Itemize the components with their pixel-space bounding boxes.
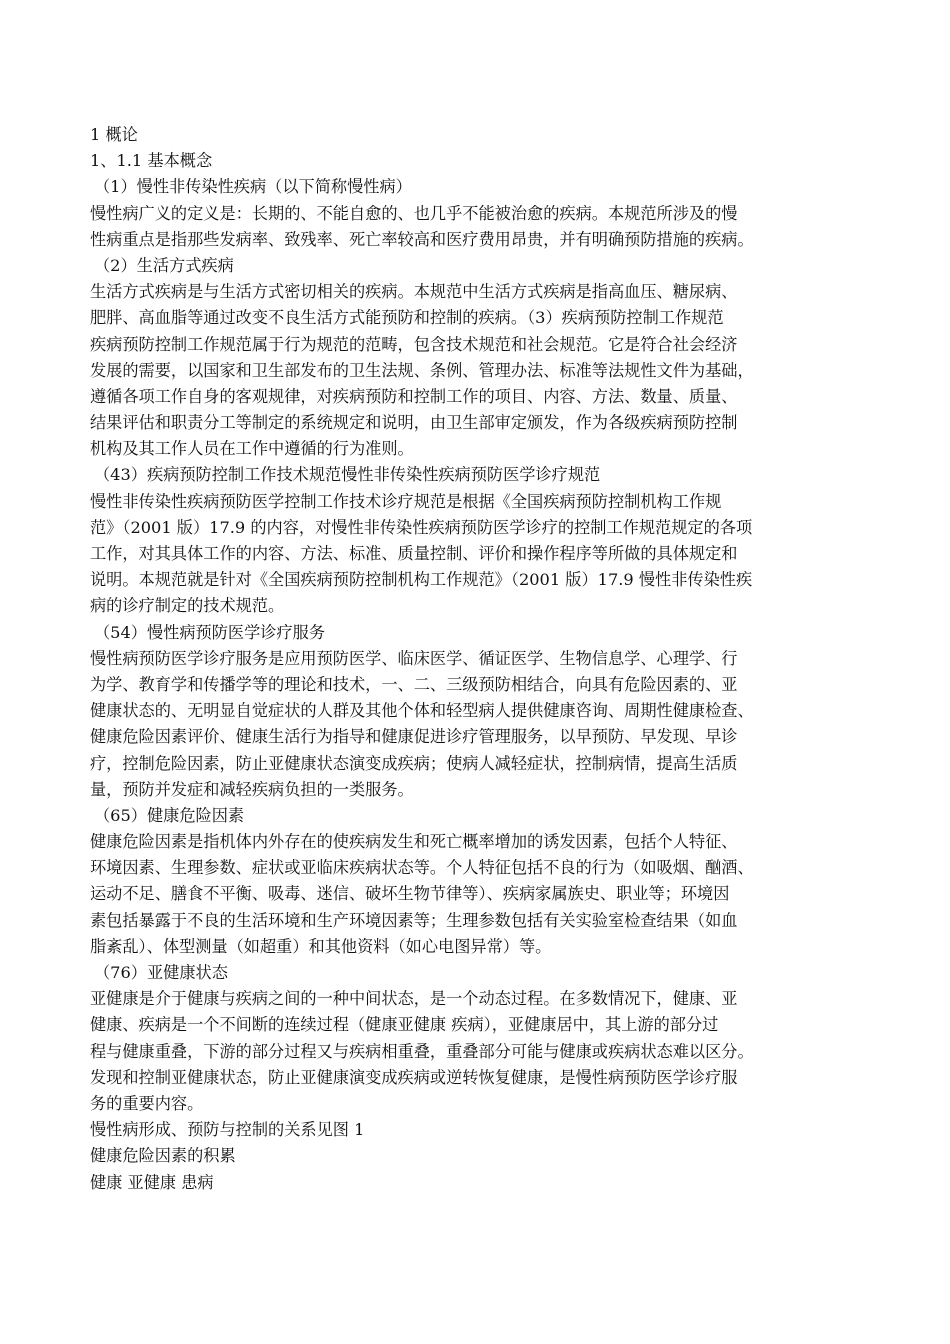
text-line: 工作，对其具体工作的内容、方法、标准、质量控制、评价和操作程序等所做的具体规定和 <box>90 544 738 563</box>
text-line: 疾病预防控制工作规范属于行为规范的范畴，包含技术规范和社会规范。它是符合社会经济 <box>90 334 738 354</box>
text-line: 慢性病广义的定义是：长期的、不能自愈的、也几乎不能被治愈的疾病。本规范所涉及的慢 <box>90 203 738 223</box>
text-line: 健康危险因素评价、健康生活行为指导和健康促进诊疗管理服务，以早预防、早发现、早诊 <box>90 727 738 747</box>
text-line: 程与健康重叠，下游的部分过程又与疾病相重叠，重叠部分可能与健康或疾病状态难以区分。 <box>90 1041 754 1061</box>
subsection-heading: 1、1.1 基本概念 <box>90 151 213 171</box>
text-line: 脂紊乱）、体型测量（如超重）和其他资料（如心电图异常）等。 <box>90 936 552 956</box>
text-line: 健康状态的、无明显自觉症状的人群及其他个体和轻型病人提供健康咨询、周期性健康检查、 <box>90 701 754 721</box>
text-line: 疗，控制危险因素，防止亚健康状态演变成疾病；使病人减轻症状，控制病情，提高生活质 <box>90 753 738 773</box>
figure-label-risk-accumulation: 健康危险因素的积累 <box>90 1146 236 1166</box>
text-line: 健康危险因素是指机体内外存在的使疾病发生和死亡概率增加的诱发因素，包括个人特征、 <box>90 832 738 852</box>
document-page <box>90 122 870 1196</box>
text-line: 慢性病预防医学诊疗服务是应用预防医学、临床医学、循证医学、生物信息学、心理学、行 <box>90 648 738 668</box>
section-heading: 1 概论 <box>90 125 138 144</box>
text-line: 发现和控制亚健康状态，防止亚健康演变成疾病或逆转恢复健康，是慢性病预防医学诊疗服 <box>90 1067 738 1087</box>
item-heading-chronic-disease: （1）慢性非传染性疾病（以下简称慢性病） <box>94 177 412 197</box>
item-heading-risk-factors: （65）健康危险因素 <box>94 805 245 825</box>
text-line: 说明。本规范就是针对《全国疾病预防控制机构工作规范》（2001 版）17.9 慢性非传染性疾 <box>90 570 753 590</box>
text-line: 范》（2001 版）17.9 的内容，对慢性非传染性疾病预防医学诊疗的控制工作规范规定的各项 <box>90 517 753 537</box>
text-line: 肥胖、高血脂等通过改变不良生活方式能预防和控制的疾病。（3）疾病预防控制工作规范 <box>90 308 724 328</box>
text-line: 生活方式疾病是与生活方式密切相关的疾病。本规范中生活方式疾病是指高血压、糖尿病、 <box>90 282 738 302</box>
text-line: 素包括暴露于不良的生活环境和生产环境因素等；生理参数包括有关实验室检查结果（如血 <box>90 910 738 930</box>
text-line: 遵循各项工作自身的客观规律，对疾病预防和控制工作的项目、内容、方法、数量、质量、 <box>90 386 738 406</box>
figure-reference: 慢性病形成、预防与控制的关系见图 1 <box>90 1120 365 1140</box>
text-line: 环境因素、生理参数、症状或亚临床疾病状态等。个人特征包括不良的行为（如吸烟、酗酒、 <box>90 858 754 878</box>
text-line: 慢性非传染性疾病预防医学控制工作技术诊疗规范是根据《全国疾病预防控制机构工作规 <box>90 491 722 511</box>
text-line: 运动不足、膳食不平衡、吸毒、迷信、破坏生物节律等）、疾病家属族史、职业等；环境因 <box>90 884 730 904</box>
text-line: 发展的需要，以国家和卫生部发布的卫生法规、条例、管理办法、标准等法规性文件为基础， <box>90 360 754 380</box>
text-line: 健康、疾病是一个不间断的连续过程（健康亚健康 疾病），亚健康居中，其上游的部分过 <box>90 1015 719 1035</box>
text-line: 为学、教育学和传播学等的理论和技术，一、二、三级预防相结合，向具有危险因素的、亚 <box>90 674 738 694</box>
text-line: 结果评估和职责分工等制定的系统规定和说明，由卫生部审定颁发，作为各级疾病预防控制 <box>90 413 738 433</box>
item-heading-diagnosis-service: （54）慢性病预防医学诊疗服务 <box>94 622 326 642</box>
item-heading-lifestyle-disease: （2）生活方式疾病 <box>94 255 234 275</box>
text-line: 病的诊疗制定的技术规范。 <box>90 596 285 616</box>
figure-label-health-stages: 健康 亚健康 患病 <box>90 1172 214 1192</box>
text-line: 量，预防并发症和减轻疾病负担的一类服务。 <box>90 779 414 799</box>
text-line: 亚健康是介于健康与疾病之间的一种中间状态，是一个动态过程。在多数情况下，健康、亚 <box>90 989 738 1009</box>
text-line: 机构及其工作人员在工作中遵循的行为准则。 <box>90 439 414 459</box>
text-line: 性病重点是指那些发病率、致残率、死亡率较高和医疗费用昂贵，并有明确预防措施的疾病。 <box>90 229 754 249</box>
item-heading-sub-health: （76）亚健康状态 <box>94 963 228 982</box>
text-line: 务的重要内容。 <box>90 1093 204 1113</box>
item-heading-technical-spec: （43）疾病预防控制工作技术规范慢性非传染性疾病预防医学诊疗规范 <box>94 465 601 485</box>
